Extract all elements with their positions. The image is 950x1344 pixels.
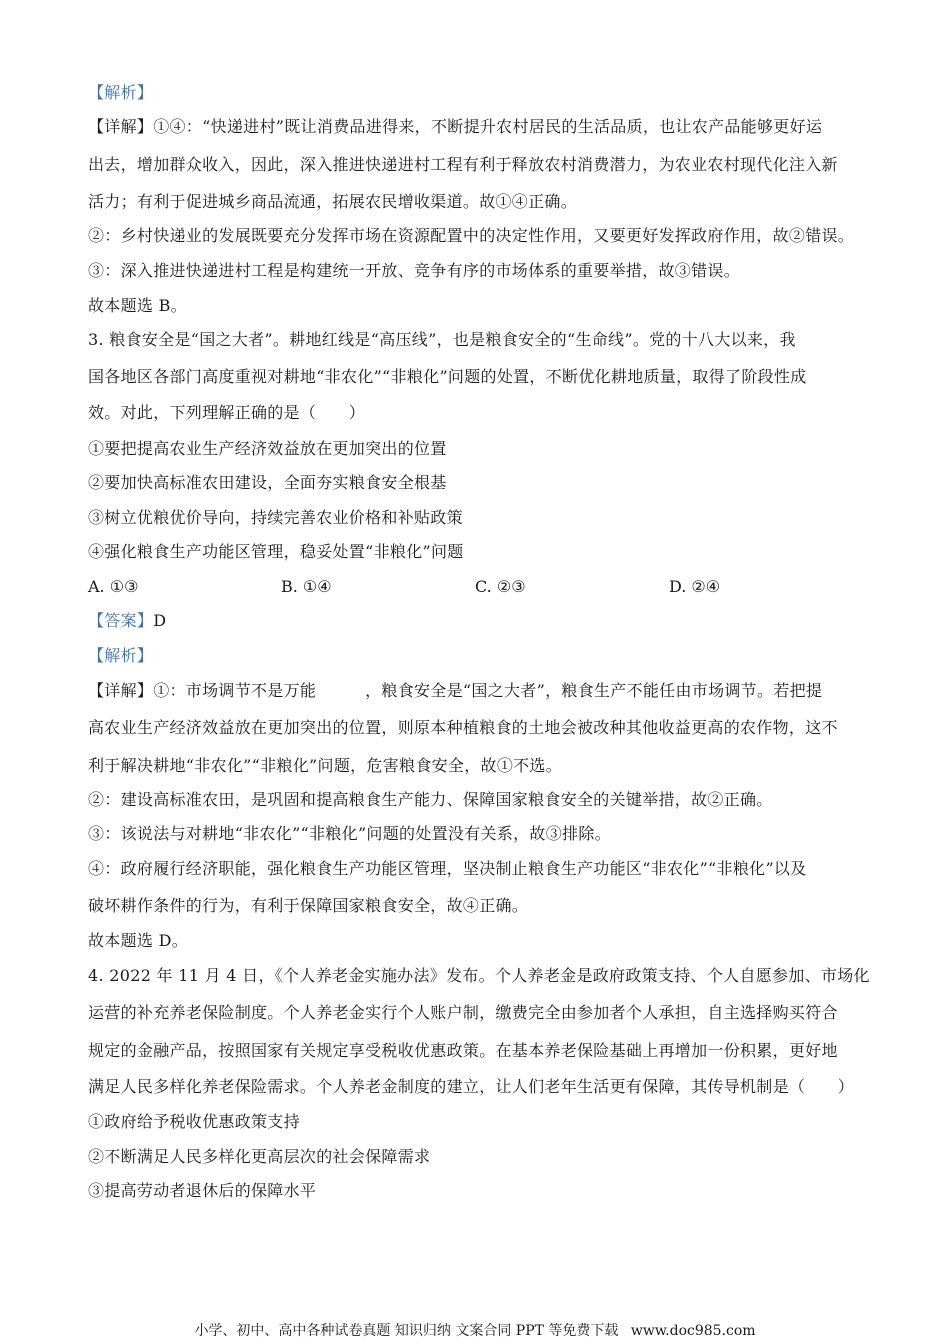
analysis-tag: 【解析】 — [88, 83, 154, 102]
text-line: ③：该说法与对耕地“非农化”“非粮化”问题的处置没有关系，故③排除。 — [88, 824, 611, 843]
page-footer — [0, 1322, 950, 1340]
footer-url[interactable]: www.doc985.com — [630, 1323, 756, 1339]
text-line: ②：建设高标准农田，是巩固和提高粮食生产能力、保障国家粮食安全的关键举措，故②正确。 — [88, 790, 773, 809]
statement-item: ①要把提高农业生产经济效益放在更加突出的位置 — [88, 439, 447, 458]
analysis-heading — [88, 83, 153, 103]
text-line: ②：乡村快递业的发展既要充分发挥市场在资源配置中的决定性作用，又要更好发挥政府作用，故②错误。 — [88, 226, 855, 245]
text-line: 故本题选 D。 — [88, 931, 189, 950]
text-line: ①④：“快递进村”既让消费品进得来，不断提升农村居民的生活品质，也让农产品能够更好运 — [153, 117, 823, 136]
option-c: C. ②③ — [475, 577, 526, 596]
text-line: 活力；有利于促进城乡商品流通，拓展农民增收渠道。故①④正确。 — [88, 192, 578, 211]
answer-line — [88, 611, 166, 631]
footer-text: 小学、初中、高中各种试卷真题 知识归纳 文案合同 PPT 等免费下载 — [194, 1323, 619, 1339]
statement-item: ④强化粮食生产功能区管理，稳妥处置“非粮化”问题 — [88, 542, 464, 561]
text-line: 高农业生产经济效益放在更加突出的位置，则原本种植粮食的土地会被改种其他收益更高的农作物，这不 — [88, 718, 838, 737]
option-b: B. ①④ — [281, 577, 332, 596]
statement-item: ③树立优粮优价导向，持续完善农业价格和补贴政策 — [88, 508, 463, 527]
question-3-line: 国各地区各部门高度重视对耕地“非农化”“非粮化”问题的处置，不断优化耕地质量，取得了阶段性成 — [88, 367, 807, 386]
answer-value: D — [153, 611, 167, 630]
question-4-line: 规定的金融产品，按照国家有关规定享受税收优惠政策。在基本养老保险基础上再增加一份积累，更好地 — [88, 1041, 838, 1060]
option-d: D. ②④ — [669, 577, 721, 596]
question-4-line: 运营的补充养老保险制度。个人养老金实行个人账户制，缴费完全由参加者个人承担，自主选择购买符合 — [88, 1003, 838, 1022]
text-line: 出去，增加群众收入，因此，深入推进快递进村工程有利于释放农村消费潜力，为农业农村现代化注入新 — [88, 155, 838, 174]
option-a: A. ①③ — [88, 577, 139, 596]
analysis-tag: 【解析】 — [88, 646, 154, 665]
text-line: 利于解决耕地“非农化”“非粮化”问题，危害粮食安全，故①不选。 — [88, 756, 563, 775]
statement-item: ①政府给予税收优惠政策支持 — [88, 1112, 300, 1131]
analysis-heading — [88, 646, 153, 666]
text-line: 故本题选 B。 — [88, 296, 187, 315]
detail-line — [88, 117, 822, 137]
answer-tag: 【答案】 — [88, 611, 154, 630]
question-3-line: 效。对此，下列理解正确的是（ ） — [88, 403, 366, 422]
detail-tag: 【详解】 — [88, 681, 154, 700]
question-3-line: 3. 粮食安全是“国之大者”。耕地红线是“高压线”，也是粮食安全的“生命线”。党的十八大以来，我 — [88, 330, 796, 349]
statement-item: ②不断满足人民多样化更高层次的社会保障需求 — [88, 1147, 431, 1166]
question-4-line: 满足人民多样化养老保险需求。个人养老金制度的建立，让人们老年生活更有保障，其传导机制是（ ） — [88, 1077, 855, 1096]
text-line: ③：深入推进快递进村工程是构建统一开放、竞争有序的市场体系的重要举措，故③错误。 — [88, 261, 741, 280]
text-line: ④：政府履行经济职能，强化粮食生产功能区管理，坚决制止粮食生产功能区“非农化”“非粮化”以及 — [88, 859, 807, 878]
detail-tag: 【详解】 — [88, 117, 154, 136]
statement-item: ②要加快高标准农田建设，全面夯实粮食安全根基 — [88, 473, 447, 492]
detail-line — [88, 681, 822, 701]
text-line: ①：市场调节不是万能 ，粮食安全是“国之大者”，粮食生产不能任由市场调节。若把提 — [153, 681, 823, 700]
text-line: 破坏耕作条件的行为，有利于保障国家粮食安全，故④正确。 — [88, 896, 529, 915]
statement-item: ③提高劳动者退休后的保障水平 — [88, 1181, 317, 1200]
question-4-line: 4. 2022 年 11 月 4 日，《个人养老金实施办法》发布。个人养老金是政府政策支持、个人自愿参加、市场化 — [88, 966, 870, 985]
